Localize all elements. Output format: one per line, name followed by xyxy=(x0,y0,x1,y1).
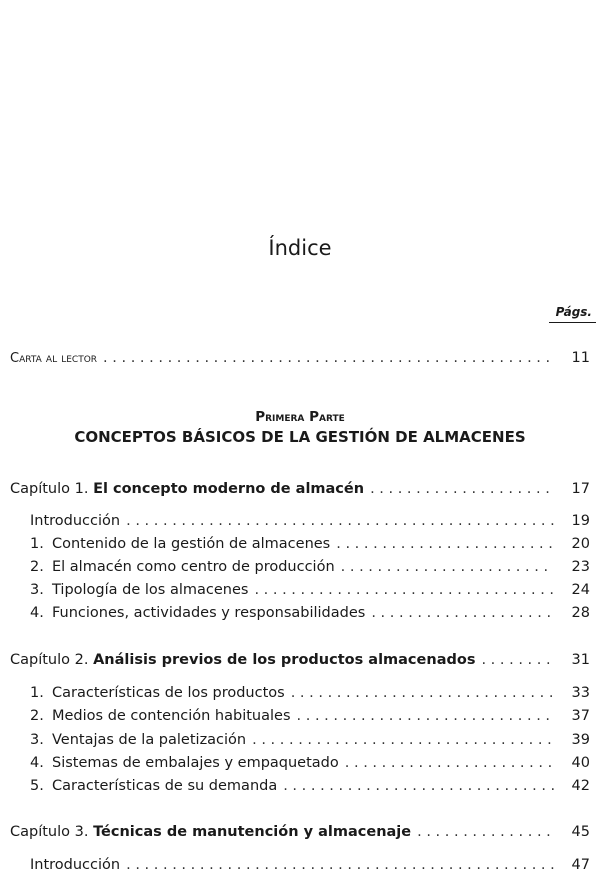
dot-leader xyxy=(252,732,554,748)
toc-entry-number: 4. xyxy=(30,755,44,771)
toc-entry-number: 5. xyxy=(30,778,44,794)
toc-entry-number: 3. xyxy=(30,732,44,748)
part-subtitle: Primera Parte xyxy=(255,409,345,425)
toc-chapter-1[interactable] xyxy=(10,481,590,497)
chapter-title: El concepto moderno de almacén xyxy=(93,481,365,497)
dot-leader xyxy=(254,582,554,598)
dot-leader xyxy=(283,778,554,794)
dot-leader xyxy=(126,857,554,873)
toc-entry-number: 2. xyxy=(30,708,44,724)
chapter-prefix: Capítulo 3. xyxy=(10,824,89,840)
chapter-label xyxy=(10,824,411,840)
toc-entry[interactable] xyxy=(30,582,590,598)
toc-entry[interactable] xyxy=(30,605,590,621)
dot-leader xyxy=(345,755,554,771)
dot-leader xyxy=(481,652,554,668)
toc-entry-text: Características de su demanda xyxy=(52,778,278,794)
chapter-prefix: Capítulo 1. xyxy=(10,481,89,497)
toc-entry-number: 3. xyxy=(30,582,44,598)
dot-leader xyxy=(370,481,554,497)
toc-entry[interactable] xyxy=(30,857,590,873)
toc-entry-text: Características de los productos xyxy=(52,685,285,701)
toc-entry[interactable] xyxy=(30,755,590,771)
toc-entry[interactable] xyxy=(30,513,590,529)
toc-chapter-3[interactable] xyxy=(10,824,590,840)
toc-entry-text: El almacén como centro de producción xyxy=(52,559,335,575)
toc-entry-page: 20 xyxy=(571,536,590,552)
toc-entry-carta[interactable] xyxy=(10,350,590,366)
toc-entry-text: Funciones, actividades y responsabilidades xyxy=(52,605,366,621)
dot-leader xyxy=(103,350,554,366)
dot-leader xyxy=(291,685,554,701)
pages-header-rule xyxy=(549,322,596,323)
pages-column-header: Págs. xyxy=(555,305,592,319)
toc-entry-number: 1. xyxy=(30,685,44,701)
toc-entry-number: 4. xyxy=(30,605,44,621)
toc-chapter-2[interactable] xyxy=(10,652,590,668)
toc-entry-page: 33 xyxy=(571,685,590,701)
toc-entry-text: Ventajas de la paletización xyxy=(52,732,247,748)
dot-leader xyxy=(336,536,554,552)
chapter-label xyxy=(10,652,475,668)
toc-entry-label xyxy=(30,536,330,552)
toc-entry-page: 23 xyxy=(571,559,590,575)
toc-entry-label xyxy=(30,778,277,794)
toc-entry-label: Carta al lector xyxy=(10,351,98,366)
toc-entry-text: Tipología de los almacenes xyxy=(52,582,249,598)
toc-entry-page: 47 xyxy=(571,857,590,873)
toc-entry-label xyxy=(30,755,339,771)
page-title: Índice xyxy=(268,236,332,260)
chapter-prefix: Capítulo 2. xyxy=(10,652,89,668)
toc-entry-text: Contenido de la gestión de almacenes xyxy=(52,536,331,552)
chapter-page: 17 xyxy=(571,481,590,497)
toc-entry-label xyxy=(30,559,335,575)
toc-entry[interactable] xyxy=(30,778,590,794)
toc-entry-label xyxy=(30,605,365,621)
dot-leader xyxy=(417,824,554,840)
toc-entry[interactable] xyxy=(30,559,590,575)
dot-leader xyxy=(297,708,554,724)
dot-leader xyxy=(371,605,554,621)
toc-entry-page: 40 xyxy=(571,755,590,771)
toc-entry-label: Introducción xyxy=(30,513,121,529)
part-title: CONCEPTOS BÁSICOS DE LA GESTIÓN DE ALMACENES xyxy=(74,428,526,446)
toc-entry-label xyxy=(30,732,246,748)
toc-entry-text: Sistemas de embalajes y empaquetado xyxy=(52,755,339,771)
toc-entry-label xyxy=(30,708,291,724)
dot-leader xyxy=(126,513,554,529)
toc-entry-number: 2. xyxy=(30,559,44,575)
toc-entry-label xyxy=(30,685,285,701)
toc-entry-page: 19 xyxy=(571,513,590,529)
toc-entry-page: 39 xyxy=(571,732,590,748)
toc-entry-page: 28 xyxy=(571,605,590,621)
toc-entry-page: 37 xyxy=(571,708,590,724)
toc-entry-page: 42 xyxy=(571,778,590,794)
chapter-page: 45 xyxy=(571,824,590,840)
toc-entry-text: Medios de contención habituales xyxy=(52,708,291,724)
chapter-page: 31 xyxy=(571,652,590,668)
toc-entry[interactable] xyxy=(30,536,590,552)
toc-entry[interactable] xyxy=(30,732,590,748)
chapter-title: Técnicas de manutención y almacenaje xyxy=(93,824,412,840)
chapter-label xyxy=(10,481,364,497)
toc-entry-label: Introducción xyxy=(30,857,121,873)
dot-leader xyxy=(341,559,554,575)
toc-entry-page: 24 xyxy=(571,582,590,598)
toc-entry-label xyxy=(30,582,248,598)
toc-entry-number: 1. xyxy=(30,536,44,552)
toc-entry[interactable] xyxy=(30,685,590,701)
toc-entry[interactable] xyxy=(30,708,590,724)
toc-entry-page: 11 xyxy=(571,350,590,366)
chapter-title: Análisis previos de los productos almacenados xyxy=(93,652,476,668)
